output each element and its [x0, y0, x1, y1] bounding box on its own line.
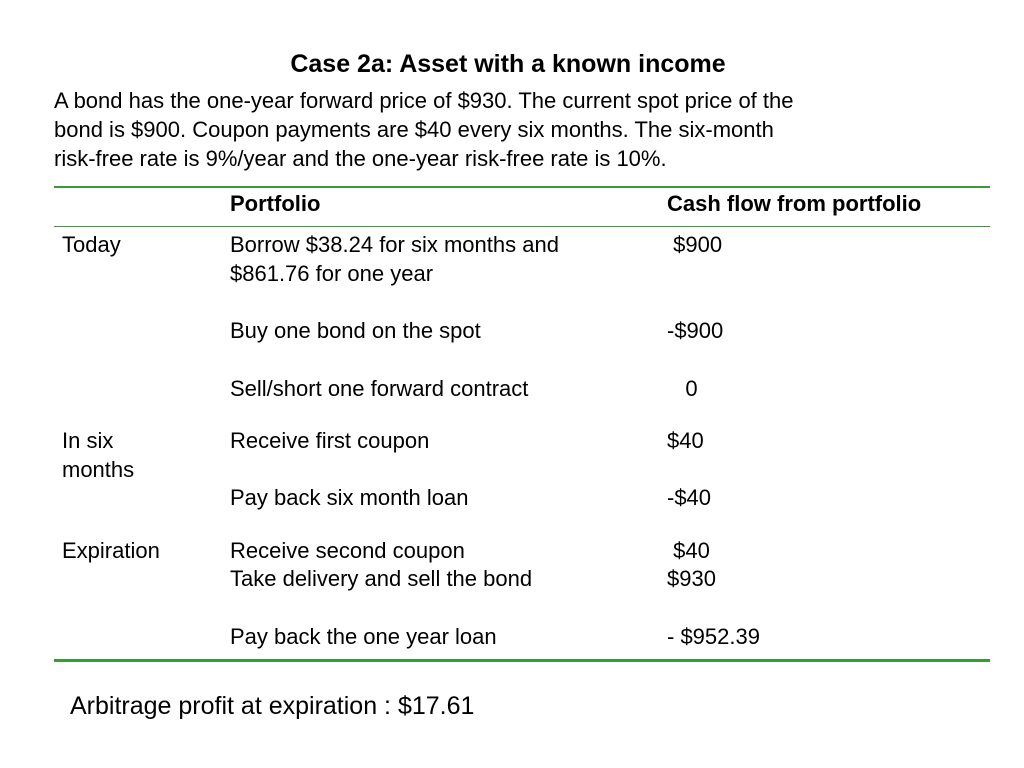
cash-flow-value: 0: [667, 376, 698, 401]
cash-flow-value: - $952.39: [667, 624, 760, 649]
cash-flow-value: $900: [667, 232, 723, 257]
table-bottom-rule: [54, 659, 990, 662]
cash-flow-value: $40: [667, 428, 704, 453]
portfolio-action: Sell/short one forward contract: [230, 376, 529, 401]
period-label-six-months: months: [62, 457, 135, 482]
portfolio-action: Borrow $38.24 for six months and: [230, 232, 559, 257]
portfolio-action: Receive first coupon: [230, 428, 430, 453]
problem-line: bond is $900. Coupon payments are $40 every six months. The six-month: [54, 117, 774, 142]
cash-flow-value: $930: [667, 566, 716, 591]
cash-flow-value: -$900: [667, 318, 724, 343]
table-top-rule: [54, 186, 990, 188]
period-label-expiration: Expiration: [62, 538, 160, 563]
slide-title: Case 2a: Asset with a known income: [290, 50, 726, 78]
portfolio-action: $861.76 for one year: [230, 261, 434, 286]
portfolio-action: Buy one bond on the spot: [230, 318, 481, 343]
portfolio-action: Receive second coupon: [230, 538, 465, 563]
arbitrage-table: [54, 186, 990, 662]
table-header-rule: [54, 226, 990, 227]
arbitrage-profit-summary: Arbitrage profit at expiration : $17.61: [70, 692, 475, 720]
period-label-six-months: In six: [62, 428, 114, 453]
problem-line: A bond has the one-year forward price of $930. The current spot price of the: [54, 88, 794, 113]
cash-flow-value: -$40: [667, 485, 712, 510]
portfolio-action: Pay back the one year loan: [230, 624, 497, 649]
column-header-portfolio: Portfolio: [230, 191, 321, 216]
problem-line: risk-free rate is 9%/year and the one-year risk-free rate is 10%.: [54, 146, 667, 171]
portfolio-action: Take delivery and sell the bond: [230, 566, 533, 591]
problem-statement: [54, 86, 954, 173]
column-header-cash-flow: Cash flow from portfolio: [667, 191, 922, 216]
cash-flow-value: $40: [667, 538, 710, 563]
portfolio-action: Pay back six month loan: [230, 485, 469, 510]
period-label-today: Today: [62, 232, 121, 257]
